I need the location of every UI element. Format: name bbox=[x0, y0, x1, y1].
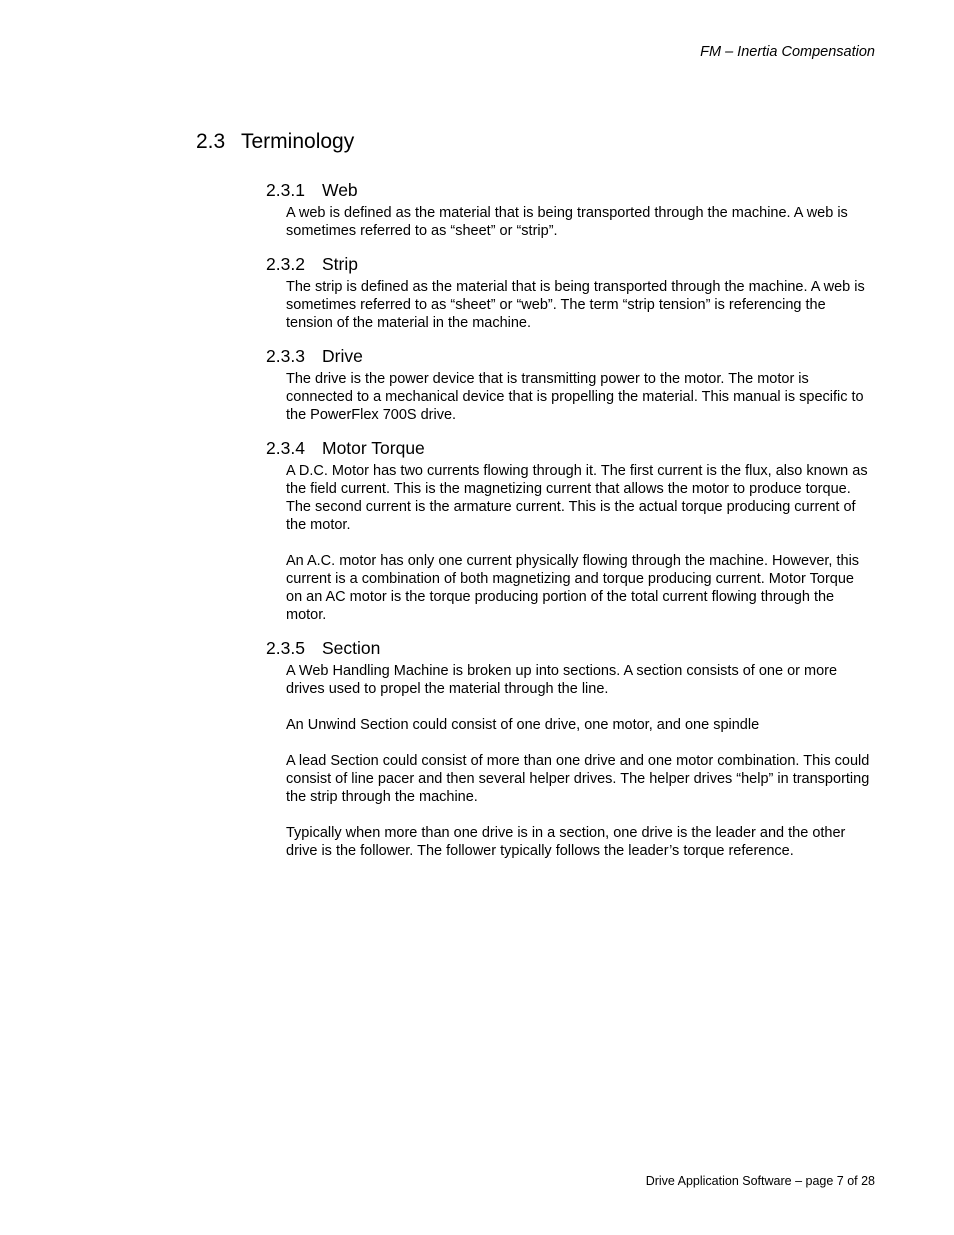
subsection-number: 2.3.2 bbox=[266, 254, 305, 274]
subsection-heading bbox=[266, 178, 872, 202]
subsection-heading bbox=[266, 436, 872, 460]
subsection-title: Section bbox=[322, 638, 381, 658]
paragraph: A lead Section could consist of more than one drive and one motor combination. This could consist of line pacer and then several helper drives. The helper drives “help” in transporting the strip through the machine. bbox=[286, 753, 870, 805]
subsection-title: Strip bbox=[322, 254, 358, 274]
subsection-heading bbox=[266, 636, 872, 660]
paragraph: An Unwind Section could consist of one drive, one motor, and one spindle bbox=[286, 717, 760, 733]
paragraph: A Web Handling Machine is broken up into sections. A section consists of one or more drives used to propel the material through the line. bbox=[286, 663, 838, 697]
paragraph: A D.C. Motor has two currents flowing through it. The first current is the flux, also known as the field current. This is the magnetizing current that allows the motor to produce torque. The second current is the armature current. This is the actual torque producing current of the motor. bbox=[286, 463, 868, 533]
subsection-heading bbox=[266, 252, 872, 276]
terminology-content bbox=[266, 178, 872, 872]
subsection-title: Drive bbox=[322, 346, 363, 366]
subsection-number: 2.3.4 bbox=[266, 438, 305, 458]
paragraph: An A.C. motor has only one current physically flowing through the machine. However, this current is a combination of both magnetizing and torque producing current. Motor Torque on an AC motor is the torque producing portion of the total current flowing through the motor. bbox=[286, 553, 860, 623]
subsection-strip bbox=[266, 252, 872, 332]
subsection-number: 2.3.1 bbox=[266, 180, 305, 200]
section-number: 2.3 bbox=[196, 130, 226, 153]
running-header-title: FM – Inertia Compensation bbox=[700, 44, 875, 60]
subsection-number: 2.3.5 bbox=[266, 638, 305, 658]
paragraph: The drive is the power device that is transmitting power to the motor. The motor is connected to a mechanical device that is propelling the material. This manual is specific to the PowerFlex 700S drive. bbox=[286, 371, 864, 423]
paragraph: A web is defined as the material that is being transported through the machine. A web is sometimes referred to as “sheet” or “strip”. bbox=[286, 205, 848, 239]
subsection-title: Web bbox=[322, 180, 358, 200]
subsection-motor-torque bbox=[266, 436, 872, 624]
page-footer: Drive Application Software – page 7 of 28 bbox=[645, 1174, 875, 1188]
subsection-number: 2.3.3 bbox=[266, 346, 305, 366]
subsection-drive bbox=[266, 344, 872, 424]
paragraph: The strip is defined as the material that is being transported through the machine. A web is sometimes referred to as “sheet” or “web”. The term “strip tension” is referencing the tension of the material in the machine. bbox=[286, 279, 865, 331]
subsection-title: Motor Torque bbox=[322, 438, 425, 458]
paragraph: Typically when more than one drive is in a section, one drive is the leader and the other drive is the follower. The follower typically follows the leader’s torque reference. bbox=[286, 825, 846, 859]
section-heading bbox=[196, 130, 354, 154]
subsection-section bbox=[266, 636, 872, 860]
subsection-heading bbox=[266, 344, 872, 368]
section-title: Terminology bbox=[241, 130, 355, 153]
subsection-web bbox=[266, 178, 872, 240]
